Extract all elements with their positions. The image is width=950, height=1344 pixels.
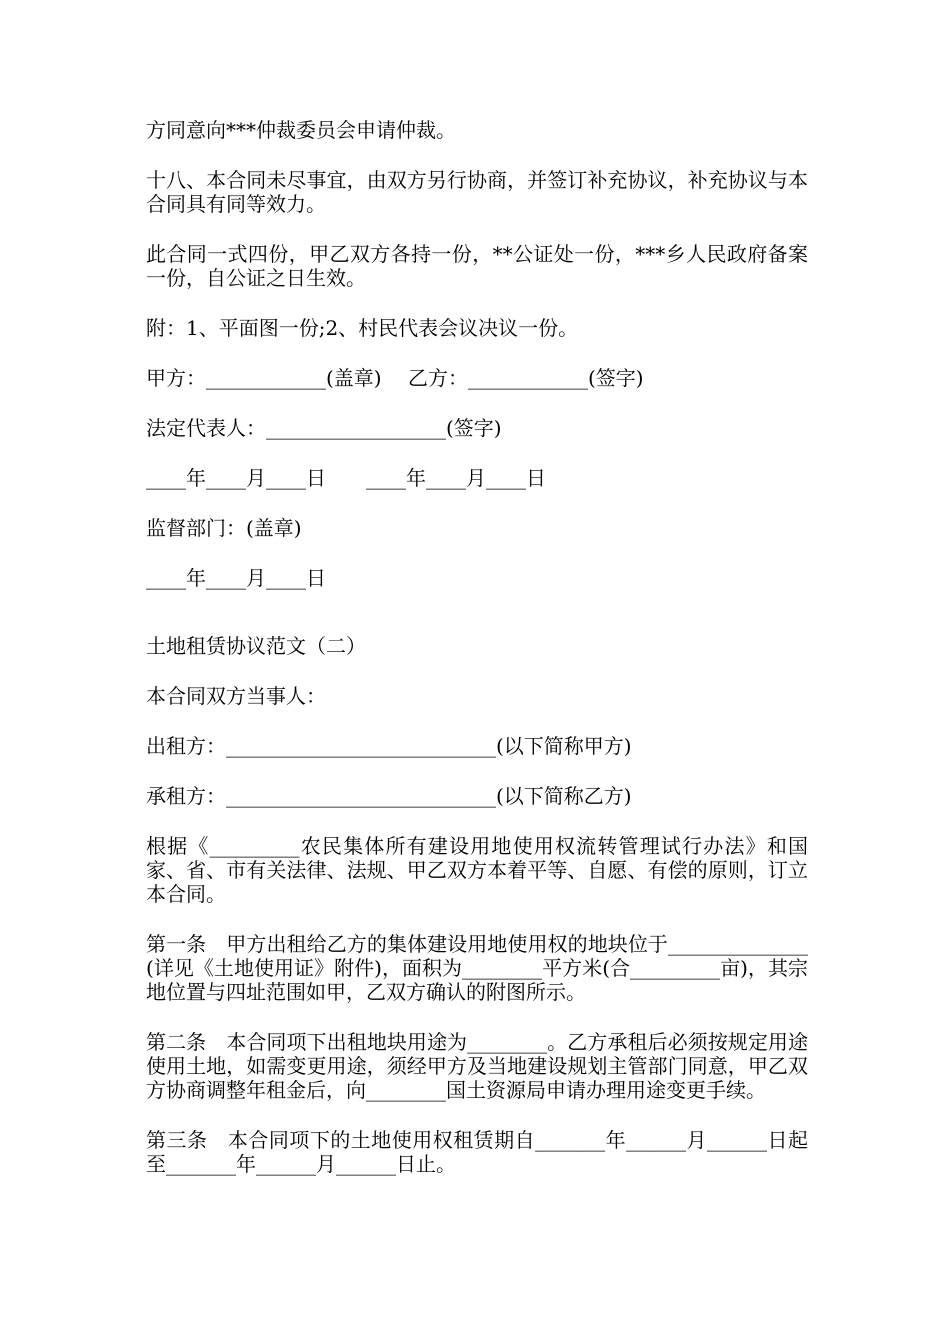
supervisor-date: ____年____月____日 (146, 566, 326, 590)
paragraph-copies: 此合同一式四份，甲乙双方各持一份，**公证处一份，***乡人民政府备案一份，自公证之日生效。 (146, 242, 808, 290)
signature-parties: 甲方：____________(盖章) 乙方：____________(签字) (146, 366, 644, 390)
paragraph-article-18: 十八、本合同未尽事宜，由双方另行协商，并签订补充协议，补充协议与本合同具有同等效力。 (146, 168, 808, 216)
supervisor-seal: 监督部门：(盖章) (146, 516, 302, 540)
paragraph-article-2: 第二条 本合同项下出租地块用途为________。乙方承租后必须按规定用途使用土地，如需变更用途，须经甲方及当地建设规划主管部门同意，甲乙双方协商调整年租金后，向________国土资源局申请办理用途变更手续。 (146, 1030, 808, 1102)
signature-legal-rep: 法定代表人：__________________(签字) (146, 416, 502, 440)
paragraph-lessee: 承租方：___________________________(以下简称乙方) (146, 784, 632, 808)
section-title: 土地租赁协议范文（二） (146, 634, 366, 658)
paragraph-parties-intro: 本合同双方当事人： (146, 684, 326, 708)
paragraph-attachments: 附：1、平面图一份;2、村民代表会议决议一份。 (146, 316, 579, 340)
document-body (146, 118, 808, 1202)
paragraph-article-1: 第一条 甲方出租给乙方的集体建设用地使用权的地块位于______________(详见《土地使用证》附件)，面积为________平方米(合_________亩)，其宗地位置与四址范围如甲，乙双方确认的附图所示。 (146, 932, 808, 1004)
paragraph-lessor: 出租方：___________________________(以下简称甲方) (146, 734, 632, 758)
paragraph-arbitration: 方同意向***仲裁委员会申请仲裁。 (146, 118, 456, 142)
paragraph-article-3: 第三条 本合同项下的土地使用权租赁期自_______年______月______日起至_______年______月______日止。 (146, 1128, 808, 1176)
paragraph-basis: 根据《_________农民集体所有建设用地使用权流转管理试行办法》和国家、省、市有关法律、法规、甲乙双方本着平等、自愿、有偿的原则，订立本合同。 (146, 834, 808, 906)
signature-dates: ____年____月____日 ____年____月____日 (146, 466, 546, 490)
